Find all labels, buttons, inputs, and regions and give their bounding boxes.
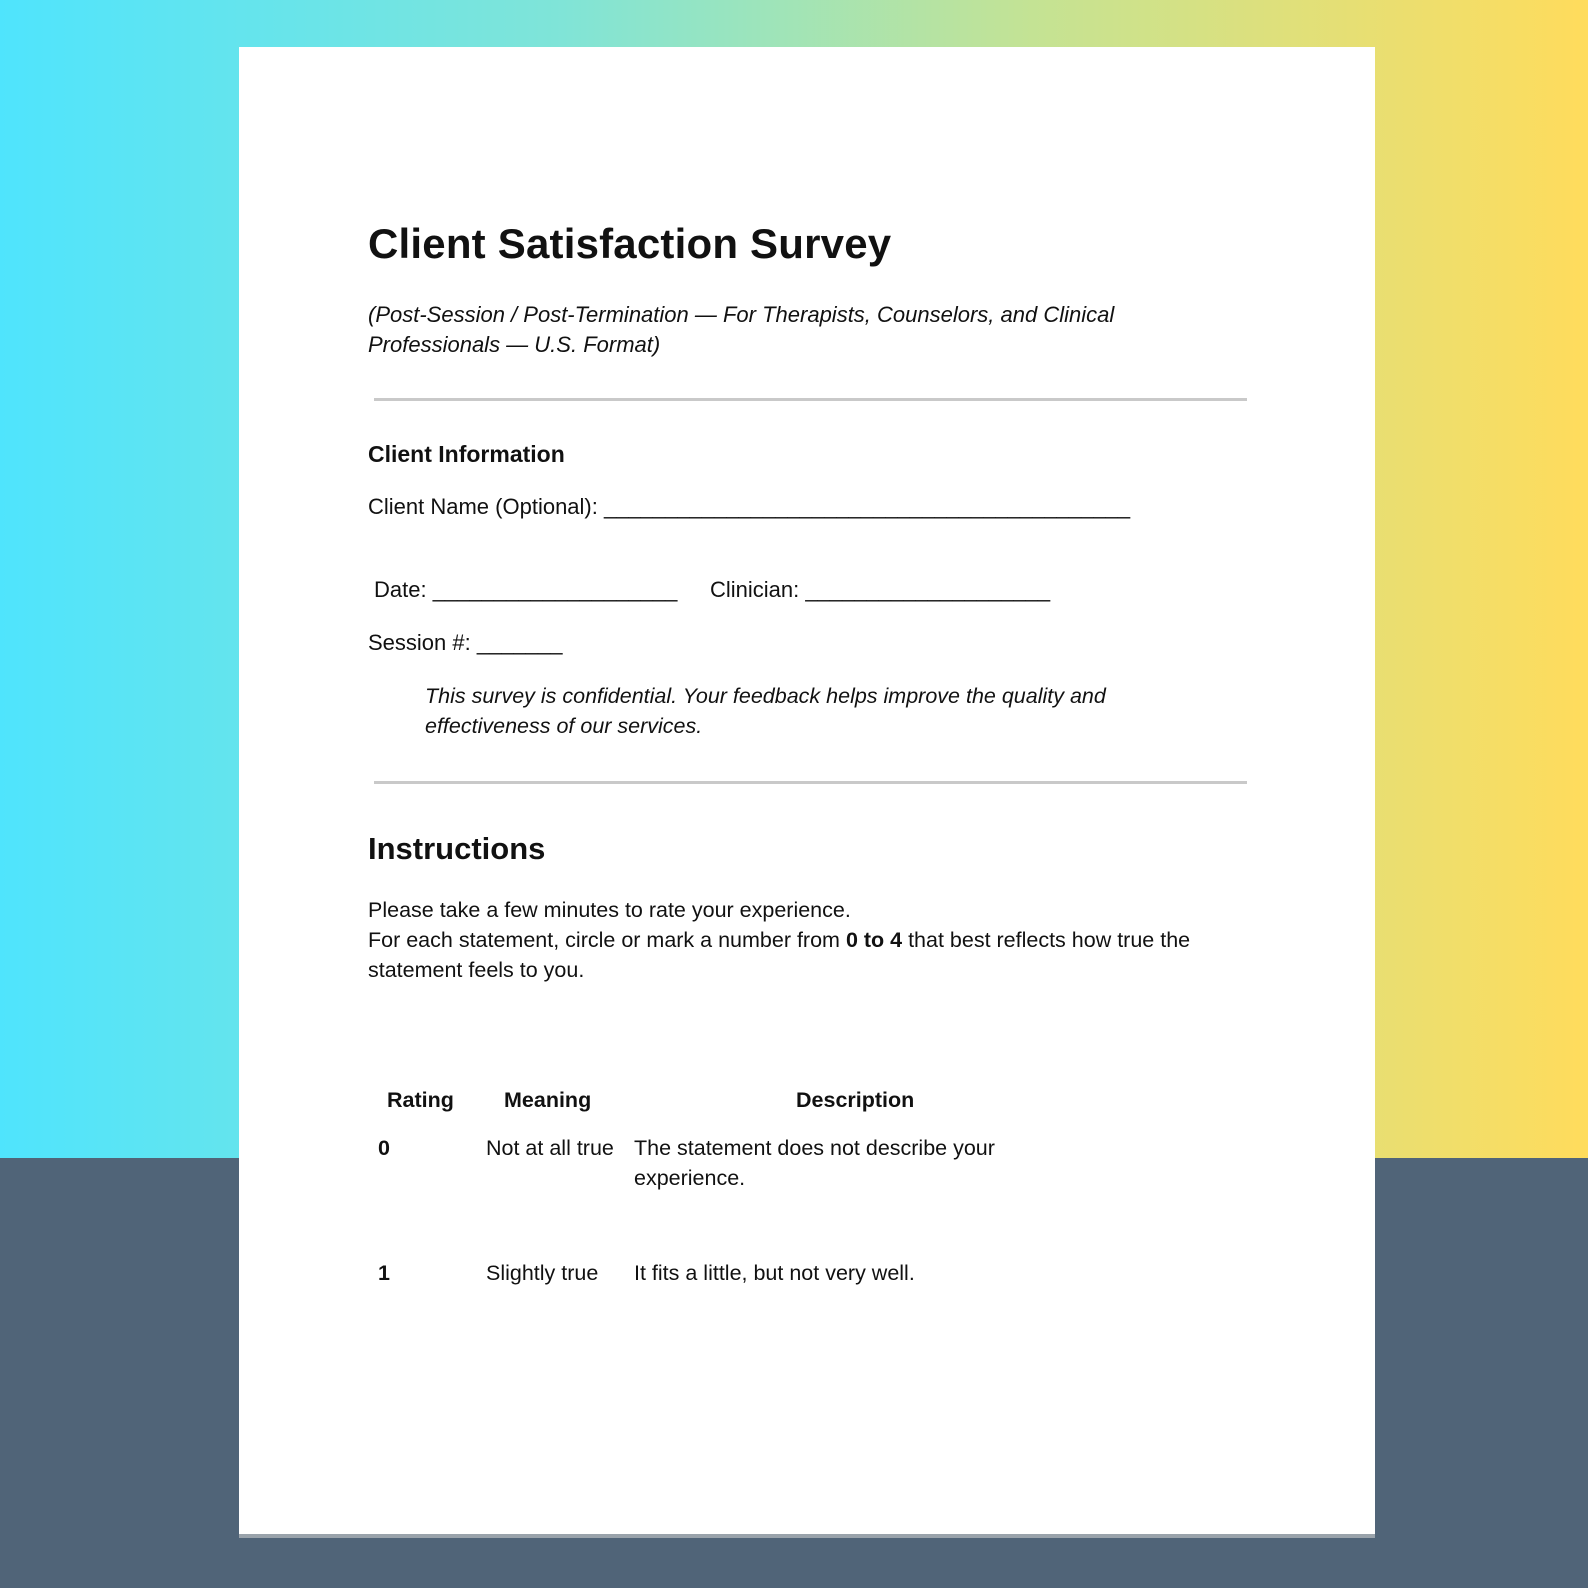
divider-middle xyxy=(374,781,1247,784)
table-header-rating: Rating xyxy=(387,1088,454,1112)
client-name-field[interactable]: Client Name (Optional): ___________________________________________ xyxy=(368,494,1131,519)
table-cell-description: The statement does not describe your experience. xyxy=(634,1136,995,1190)
clinician-field[interactable]: Clinician: ____________________ xyxy=(710,577,1051,602)
instructions-scale-range: 0 to 4 xyxy=(845,928,903,952)
instructions-heading: Instructions xyxy=(368,831,546,866)
document-subtitle: (Post-Session / Post-Termination — For Therapists, Counselors, and Clinical Professionals — U.S. Format) xyxy=(368,302,1115,357)
date-field[interactable]: Date: ____________________ xyxy=(374,577,678,602)
table-cell-rating: 1 xyxy=(378,1261,390,1285)
instructions-text xyxy=(368,895,1268,985)
table-header-description: Description xyxy=(796,1088,915,1112)
document-title: Client Satisfaction Survey xyxy=(368,220,892,267)
instructions-line-2-pre: For each statement, circle or mark a number from xyxy=(368,928,846,952)
divider-top xyxy=(374,398,1247,401)
instructions-line-1: Please take a few minutes to rate your experience. xyxy=(368,898,851,922)
table-header-meaning: Meaning xyxy=(504,1088,592,1112)
table-cell-description: It fits a little, but not very well. xyxy=(634,1261,915,1285)
table-cell-rating: 0 xyxy=(378,1136,390,1160)
instructions-line-2-post: that best reflects how true the statement feels to you. xyxy=(368,928,1191,982)
table-cell-meaning: Not at all true xyxy=(486,1136,614,1160)
session-number-field[interactable]: Session #: _______ xyxy=(368,630,563,655)
client-information-heading: Client Information xyxy=(368,441,565,467)
confidentiality-note: This survey is confidential. Your feedback helps improve the quality and effectiveness of our services. xyxy=(425,684,1106,738)
table-cell-meaning: Slightly true xyxy=(486,1261,599,1285)
instructions-line-2 xyxy=(368,925,1268,985)
document-page xyxy=(239,47,1375,1534)
